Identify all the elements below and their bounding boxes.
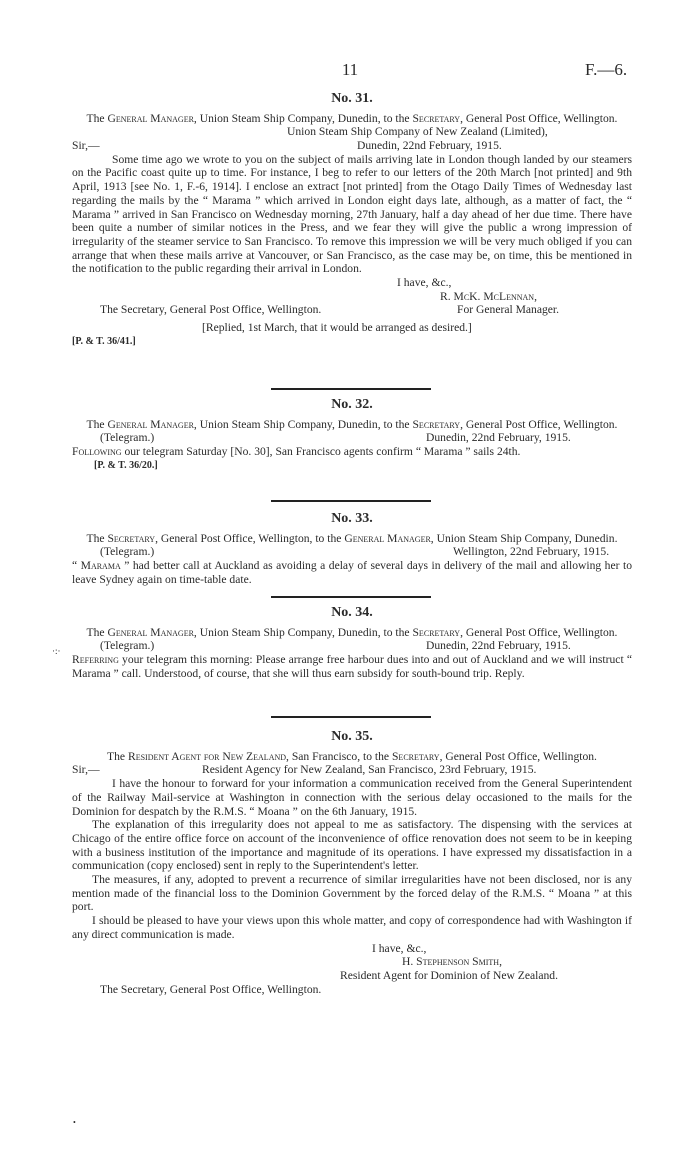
signature: H. Stephenson Smith,	[402, 955, 502, 969]
letter-number: No. 32.	[331, 397, 373, 412]
place-date: Dunedin, 22nd February, 1915.	[357, 139, 502, 153]
letter-number: No. 31.	[331, 91, 373, 106]
telegram-label: (Telegram.)	[100, 545, 155, 559]
letter-body: Some time ago we wrote to you on the subject of mails arriving late in London though landed by our steamers on the Pacific coast quite up to time. For instance, I beg to refer to our letters of the 20th March [not printed] and 9th April, 1913 [see No. 1, F.-6, 1914]. I enclose an extract [not printed] from the Otago Daily Times of Wednesday last regarding the mails by the “ Marama ” which arrived in London eight days late, although, as a matter of fact, the “ Marama ” arrived in San Francisco on Wednesday morning, 27th January, half a day ahead of her due time. There have been quite a number of similar notices in the Press, and we fear they will give the public a wrong impression of irregularity of the steamer service to San Francisco. To remove this impression we will be very much obliged if you can arrange that when these mails arrive at Vancouver, or San Francisco, as the case may be, on time, this be mentioned in the notification to the public regarding their arrival in London.	[72, 152, 632, 276]
letter-paragraph: The explanation of this irregularity does not appeal to me as satisfactory. The dispensing with the services at Chicago of the entire office force on account of the inconvenience of office renovation does not seem to be in keeping with a business institution of the importance and magnitude of its operations. I have expressed my dissatisfaction in a communication (copy enclosed) sent in reply to the Superintendent's letter.	[72, 818, 632, 873]
addressee: The Secretary, General Post Office, Wellington.	[100, 982, 322, 996]
letter-paragraph: I have the honour to forward for your information a communication received from the General Superintendent of the Railway Mail-service at Washington in connection with the serious delay occasioned to the mails for the Dominion for despatch by the R.M.S. “ Moana ” on the 6th January, 1915.	[72, 777, 632, 818]
section-divider	[271, 500, 431, 502]
letter-32	[72, 398, 632, 472]
letter-number: No. 34.	[331, 605, 373, 620]
file-reference: [P. & T. 36/20.]	[94, 459, 158, 471]
letter-paragraph: I should be pleased to have your views upon this whole matter, and copy of correspondence had with Washington if any direct communication is made.	[72, 914, 632, 941]
closing: I have, &c.,	[397, 276, 452, 290]
letter-33	[72, 512, 632, 587]
letter-34	[72, 606, 632, 681]
section-divider	[271, 716, 431, 718]
signatory-title: For General Manager.	[457, 303, 560, 317]
letter-body: “ Marama ” had better call at Auckland as avoiding a delay of several days in delivery of the mail and allowing her to leave Sydney again on time-table date.	[72, 559, 632, 586]
place-date: Resident Agency for New Zealand, San Francisco, 23rd February, 1915.	[202, 763, 537, 777]
letter-heading: The General Manager, Union Steam Ship Company, Dunedin, to the Secretary, General Post Office, Wellington.	[86, 111, 618, 125]
salutation: Sir,—	[72, 763, 100, 777]
file-reference: [P. & T. 36/41.]	[72, 335, 136, 347]
letter-body: Following our telegram Saturday [No. 30], San Francisco agents confirm “ Marama ” sails 24th.	[72, 445, 521, 459]
telegram-label: (Telegram.)	[100, 431, 155, 445]
letter-heading: The Secretary, General Post Office, Wellington, to the General Manager, Union Steam Ship Company, Dunedin.	[86, 531, 618, 545]
letter-number: No. 33.	[331, 511, 373, 526]
letter-body: Referring your telegram this morning: Please arrange free harbour dues into and out of Auckland and we will instruct “ Marama ” call. Understood, of course, that she will thus earn subsidy for south-bound trip. Reply.	[72, 653, 632, 680]
place-date: Dunedin, 22nd February, 1915.	[426, 639, 571, 653]
editorial-note: [Replied, 1st March, that it would be arranged as desired.]	[202, 321, 472, 335]
place-date: Wellington, 22nd February, 1915.	[453, 545, 610, 559]
telegram-label: (Telegram.)	[100, 639, 155, 653]
letter-heading: The General Manager, Union Steam Ship Company, Dunedin, to the Secretary, General Post Office, Wellington.	[86, 625, 618, 639]
section-divider	[271, 388, 431, 390]
letter-number: No. 35.	[331, 729, 373, 744]
letter-heading: The General Manager, Union Steam Ship Company, Dunedin, to the Secretary, General Post Office, Wellington.	[86, 417, 618, 431]
page-speck: •	[73, 1118, 76, 1127]
letter-heading: The Resident Agent for New Zealand, San Francisco, to the Secretary, General Post Office, Wellington.	[107, 749, 597, 763]
letter-31	[72, 92, 632, 349]
letter-paragraph: The measures, if any, adopted to prevent a recurrence of similar irregularities have not been disclosed, nor is any mention made of the financial loss to the Dominion Government by the forced delay of the R.M.S. “ Moana ” at this port.	[72, 873, 632, 914]
document-reference: F.—6.	[585, 60, 628, 79]
margin-mark: ·:·	[52, 646, 61, 656]
salutation: Sir,—	[72, 139, 100, 153]
sender-address: Union Steam Ship Company of New Zealand (Limited),	[287, 125, 548, 139]
addressee: The Secretary, General Post Office, Wellington.	[100, 303, 322, 317]
place-date: Dunedin, 22nd February, 1915.	[426, 431, 571, 445]
signature: R. McK. McLennan,	[440, 289, 537, 303]
closing: I have, &c.,	[372, 941, 427, 955]
letter-35	[72, 730, 632, 996]
signatory-title: Resident Agent for Dominion of New Zealand.	[340, 968, 558, 982]
section-divider	[271, 596, 431, 598]
page-number: 11	[341, 60, 359, 79]
